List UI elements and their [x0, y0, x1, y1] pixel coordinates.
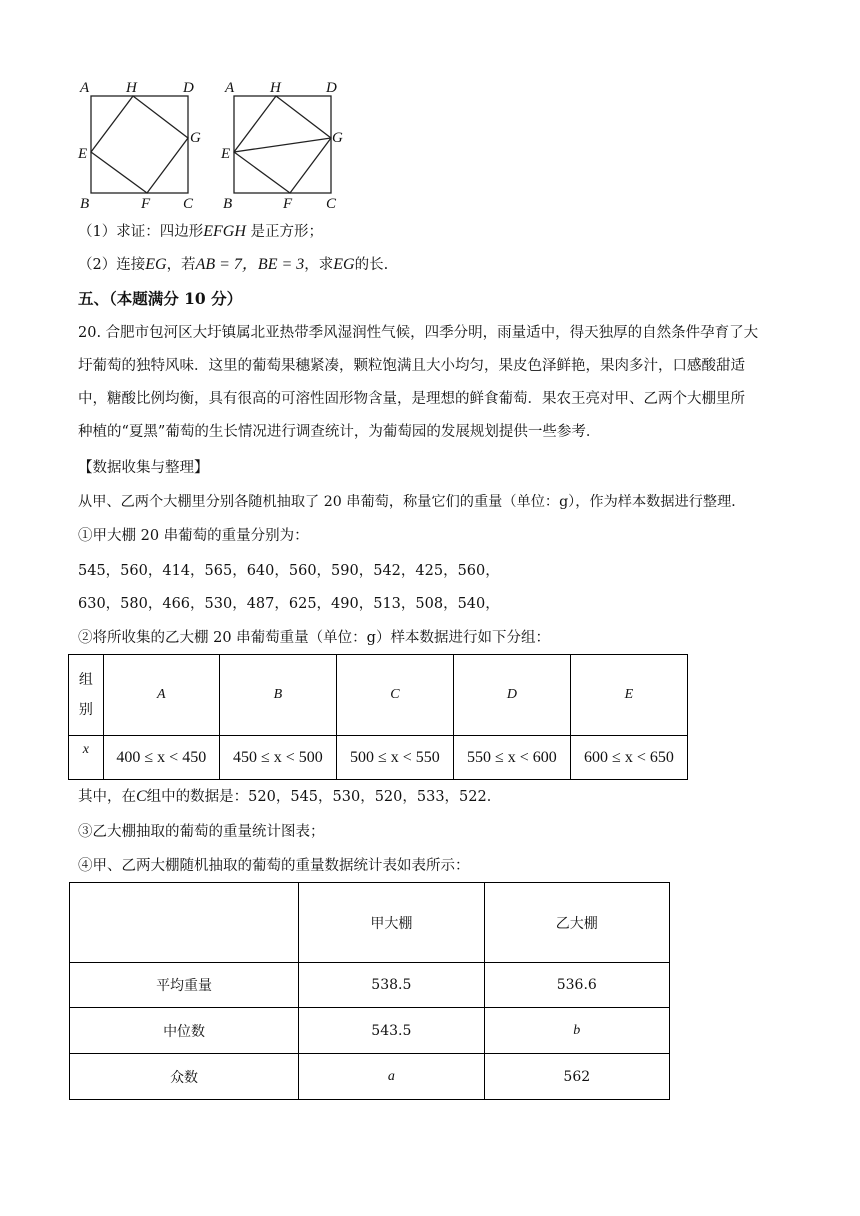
q20-para-line-1: 20. 合肥市包河区大圩镇属北亚热带季风湿润性气候，四季分明，雨量适中，得天独厚的自然条件孕育了大: [78, 325, 759, 341]
q19-part1: （1）求证：四边形EFGH 是正方形；: [78, 223, 323, 240]
mean-jia: 538.5: [299, 963, 484, 1008]
square-abcd-left: [91, 96, 188, 193]
group-e: E: [570, 655, 687, 736]
subheading-data-collection: 【数据收集与整理】: [78, 460, 209, 476]
label-e-left: E: [78, 146, 88, 162]
c-group-data: 其中，在C组中的数据是：520，545，530，520，533，522．: [78, 788, 502, 805]
data-row-1: 545，560，414，565，640，560，590，542，425，560，: [78, 563, 500, 579]
label-b-right: B: [223, 196, 233, 212]
label-c-left: C: [183, 196, 194, 212]
header-jia: 甲大棚: [299, 883, 484, 963]
item-4: ④甲、乙两大棚随机抽取的葡萄的重量数据统计表如表所示：: [78, 858, 470, 874]
row-label-median: 中位数: [70, 1008, 299, 1054]
group-table-header-row: [69, 655, 688, 736]
mode-jia: a: [299, 1054, 484, 1100]
group-table: [68, 654, 688, 780]
median-jia: 543.5: [299, 1008, 484, 1054]
mean-yi: 536.6: [484, 963, 669, 1008]
item-3: ③乙大棚抽取的葡萄的重量统计图表；: [78, 824, 325, 840]
q20-para-line-2: 圩葡萄的独特风味．这里的葡萄果穗紧凑，颗粒饱满且大小均匀，果皮色泽鲜艳，果肉多汁，口感酸甜适: [78, 358, 745, 374]
stats-row-mode: [70, 1054, 670, 1100]
q20-para-line-4: 种植的“夏黑”葡萄的生长情况进行调查统计，为葡萄园的发展规划提供一些参考．: [78, 424, 601, 440]
q19-part2: （2）连接EG，若AB = 7，BE = 3，求EG的长.: [78, 256, 389, 273]
eq-be: BE = 3: [257, 256, 305, 273]
item-1: ①甲大棚 20 串葡萄的重量分别为：: [78, 528, 309, 544]
group-c: C: [336, 655, 453, 736]
label-b-left: B: [80, 196, 90, 212]
group-table-range-row: [69, 736, 688, 780]
data-row-2: 630，580，466，530，487，625，490，513，508，540，: [78, 596, 500, 612]
range-e: 600 ≤ x < 650: [570, 736, 687, 780]
group-d: D: [453, 655, 570, 736]
section-heading: 五、（本题满分 10 分）: [78, 289, 243, 308]
stats-row-median: [70, 1008, 670, 1054]
collect-line: 从甲、乙两个大棚里分别各随机抽取了 20 串葡萄，称量它们的重量（单位：g），作为样本数据进行整理．: [78, 494, 746, 510]
label-g-left: G: [190, 130, 201, 146]
stats-row-mean: [70, 963, 670, 1008]
group-b: B: [219, 655, 336, 736]
figure-right: [234, 96, 331, 193]
figure-left: [91, 96, 188, 193]
var-eg: EG: [145, 256, 167, 273]
segment-eg-right: [234, 138, 331, 152]
label-a-left: A: [80, 80, 90, 96]
q20-para-line-3: 中，糖酸比例均衡，具有很高的可溶性固形物含量，是理想的鲜食葡萄．果农王亮对甲、乙两个大棚里所: [78, 391, 745, 407]
geometry-figures: [70, 76, 360, 218]
label-d-left: D: [183, 80, 194, 96]
row-label-mode: 众数: [70, 1054, 299, 1100]
stats-header-row: [70, 883, 670, 963]
group-label-cell: 组 别: [69, 655, 104, 736]
row-label-mean: 平均重量: [70, 963, 299, 1008]
label-h-right: H: [270, 80, 281, 96]
range-d: 550 ≤ x < 600: [453, 736, 570, 780]
range-c: 500 ≤ x < 550: [336, 736, 453, 780]
group-a: A: [103, 655, 219, 736]
label-h-left: H: [126, 80, 137, 96]
quad-efgh-left: [91, 96, 188, 193]
var-eg-2: EG: [333, 256, 355, 273]
item-2: ②将所收集的乙大棚 20 串葡萄重量（单位：g）样本数据进行如下分组：: [78, 630, 550, 646]
median-yi: b: [484, 1008, 669, 1054]
eq-ab: AB = 7，: [195, 256, 258, 273]
header-yi: 乙大棚: [484, 883, 669, 963]
var-efgh: EFGH: [203, 223, 246, 240]
label-a-right: A: [225, 80, 235, 96]
label-f-right: F: [283, 196, 293, 212]
range-a: 400 ≤ x < 450: [103, 736, 219, 780]
label-d-right: D: [326, 80, 337, 96]
label-f-left: F: [141, 196, 151, 212]
label-c-right: C: [326, 196, 337, 212]
label-e-right: E: [221, 146, 231, 162]
var-c: C: [136, 788, 147, 805]
range-b: 450 ≤ x < 500: [219, 736, 336, 780]
stats-corner-cell: [70, 883, 299, 963]
x-label-cell: x: [69, 736, 104, 780]
mode-yi: 562: [484, 1054, 669, 1100]
stats-table: [69, 882, 670, 1100]
label-g-right: G: [332, 130, 343, 146]
